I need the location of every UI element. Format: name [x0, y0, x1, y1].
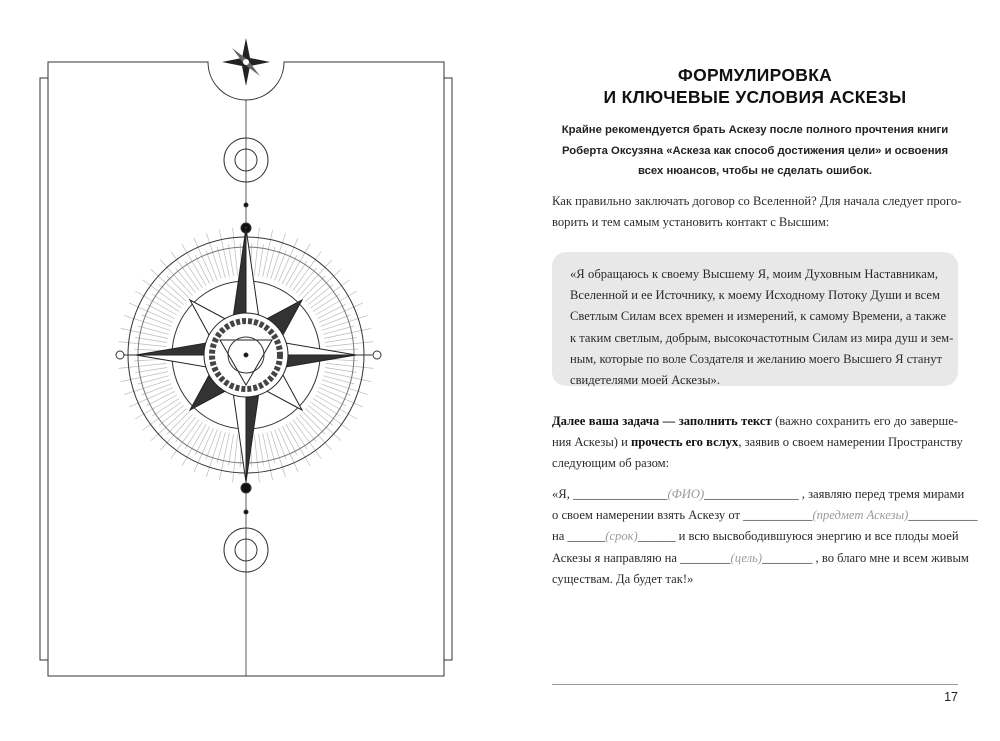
ray-line	[254, 435, 259, 483]
ray-line	[254, 228, 259, 276]
text-line	[552, 432, 963, 453]
text: Аскезы я направляю на ________	[552, 550, 731, 565]
ray-line	[321, 384, 351, 395]
text: «Я, _______________	[552, 487, 668, 501]
quote-line: Светлым Силам всех времен и измерений, к самому Времени, а также	[570, 309, 947, 324]
invocation-quote-box	[552, 252, 958, 386]
ray-line	[135, 337, 167, 342]
text: ___________	[908, 508, 978, 523]
ray-line	[259, 434, 264, 466]
text: (важно сохранить его до заверше-	[771, 414, 958, 428]
text-line: ворить и тем самым установить контакт с Высшим:	[552, 215, 830, 230]
form-line: существам. Да будет так!»	[552, 571, 694, 586]
placeholder-fio: (ФИО)	[667, 487, 705, 501]
title-line: И КЛЮЧЕВЫЕ УСЛОВИЯ АСКЕЗЫ	[603, 87, 907, 107]
paragraph-2	[552, 411, 963, 475]
ray-line	[324, 372, 371, 382]
quote-line: к таким светлым, добрым, высокочастотным Силам из мира душ и зем-	[570, 330, 954, 345]
ray-line	[259, 244, 264, 276]
ray-line	[121, 372, 168, 382]
form-line	[552, 548, 969, 569]
quote-line: «Я обращаюсь к своему Высшему Я, моим Духовным Наставникам,	[570, 267, 938, 281]
form-line	[552, 505, 978, 526]
intro-line: Роберта Оксузяна «Аскеза как способ достижения цели» и освоения	[561, 144, 949, 157]
intro-line: всех нюансов, чтобы не сделать ошибок.	[637, 165, 873, 177]
bold-text: прочесть его вслух	[631, 435, 739, 450]
ray-line	[324, 328, 371, 338]
quote-line: ным, которые по воле Создателя и желанию моего Высшего Я станут	[570, 351, 943, 366]
text: ______ и всю высвободившуюся энергию и все плоды моей	[637, 529, 959, 544]
ray-line	[141, 315, 171, 326]
ray-line	[121, 328, 168, 338]
ray-line	[219, 230, 229, 277]
placeholder-subject: (предмет Аскезы)	[812, 508, 909, 523]
text: , заявив о своем намерении Пространству	[738, 435, 963, 450]
text-line: Как правильно заключать договор со Вселенной? Для начала следует прого-	[552, 194, 962, 208]
quote-line: Вселенной и ее Источнику, к моему Исходному Потоку Души и всем	[570, 288, 940, 303]
text: ния Аскезы) и	[552, 435, 632, 450]
ray-line	[326, 363, 374, 368]
ray-line	[233, 435, 238, 483]
ray-line	[228, 244, 233, 276]
ray-line	[233, 228, 238, 276]
title-line: ФОРМУЛИРОВКА	[677, 65, 833, 85]
form-line	[552, 526, 958, 547]
ray-line	[219, 433, 229, 480]
page-number: 17	[944, 690, 958, 704]
bold-text: Далее ваша задача — заполнить текст	[552, 414, 772, 428]
declaration-form	[552, 484, 978, 590]
text: _______________ , заявляю перед тремя мирами	[704, 487, 965, 501]
placeholder-goal: (цель)	[730, 550, 763, 565]
ray-line	[141, 384, 171, 395]
form-line	[552, 484, 965, 505]
text-line	[552, 411, 958, 432]
ray-line	[206, 250, 217, 280]
ray-line	[321, 315, 351, 326]
page-title	[552, 64, 958, 108]
ray-line	[263, 433, 273, 480]
ray-line	[275, 430, 286, 460]
ray-line	[206, 430, 217, 460]
quote-line: свидетелями моей Аскезы».	[570, 373, 720, 388]
star-icon	[222, 38, 270, 86]
ray-line	[263, 230, 273, 277]
ray-line	[326, 342, 374, 347]
text: ________ , во благо мне и всем живым	[762, 550, 969, 565]
ray-line	[228, 434, 233, 466]
ray-line	[119, 363, 167, 368]
paragraph-1	[552, 191, 962, 233]
ray-line	[135, 368, 167, 373]
ray-line	[325, 337, 357, 342]
ray-line	[325, 368, 357, 373]
intro-note	[552, 120, 958, 182]
intro-line: Крайне рекомендуется брать Аскезу после полного прочтения книги	[561, 124, 949, 136]
ray-line	[275, 250, 286, 280]
ray-line	[119, 342, 167, 347]
text: на ______	[552, 529, 606, 544]
footer-divider	[552, 684, 958, 685]
placeholder-term: (срок)	[605, 529, 638, 544]
text-line: следующим об разом:	[552, 456, 670, 471]
text: о своем намерении взять Аскезу от ___________	[552, 508, 813, 523]
